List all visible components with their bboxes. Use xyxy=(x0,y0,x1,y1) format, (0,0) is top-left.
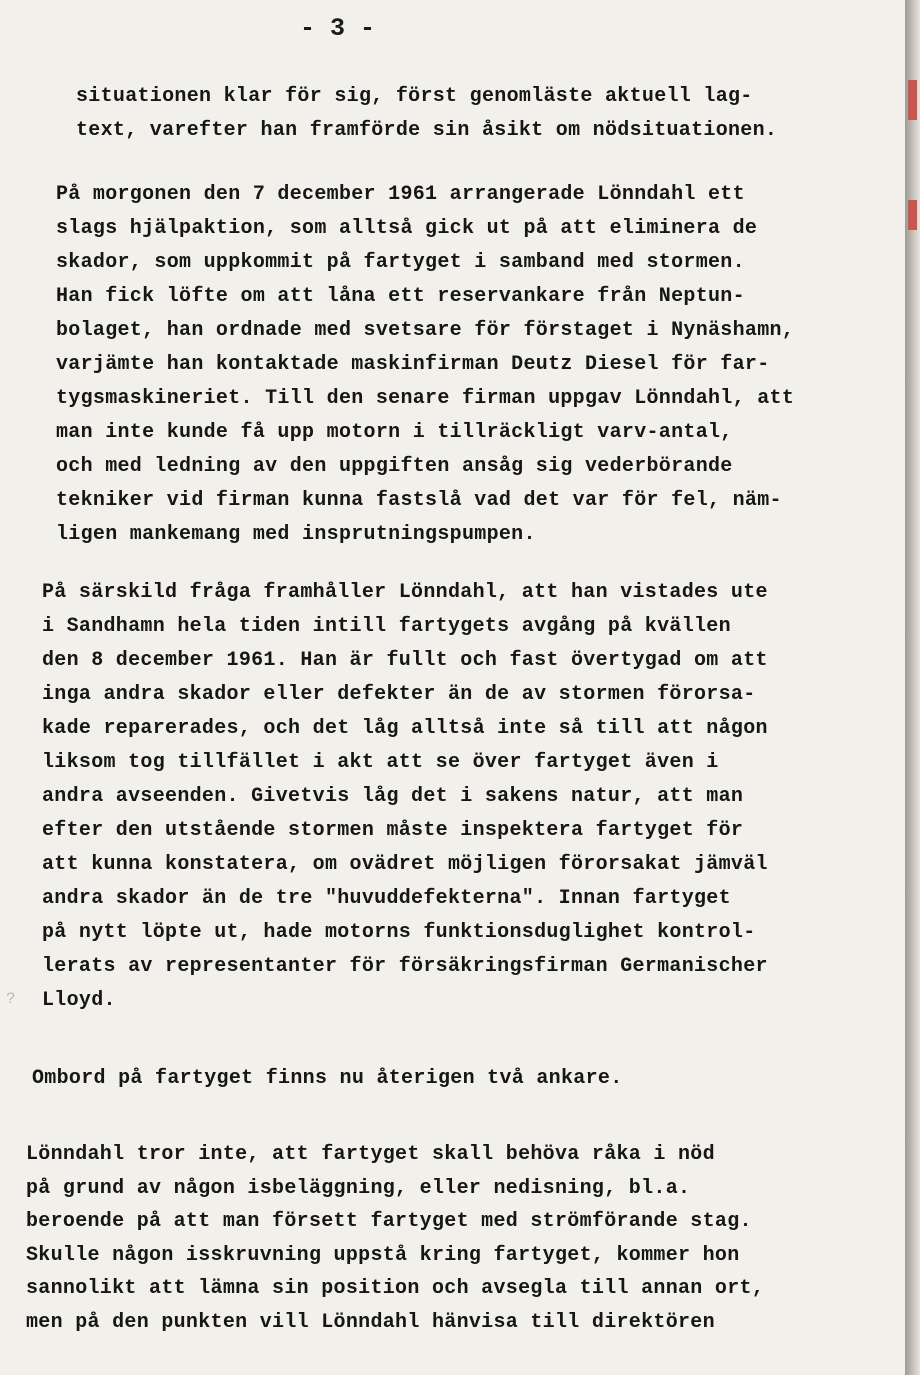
text-line: andra skador än de tre "huvuddefekterna". Innan fartyget xyxy=(42,887,731,910)
text-line: Lönndahl tror inte, att fartyget skall behöva råka i nöd xyxy=(26,1143,715,1166)
text-line: på grund av någon isbeläggning, eller nedisning, bl.a. xyxy=(26,1176,691,1200)
text-line: på nytt löpte ut, hade motorns funktionsduglighet kontrol- xyxy=(42,921,756,944)
text-line: efter den utstående stormen måste inspektera fartyget för xyxy=(42,819,744,842)
text-line: beroende på att man försett fartyget med strömförande stag. xyxy=(26,1210,752,1233)
text-line: Han fick löfte om att låna ett reservankare från Neptun- xyxy=(56,285,745,308)
text-line: Lloyd. xyxy=(42,989,116,1012)
text-line: text, varefter han framförde sin åsikt om nödsituationen. xyxy=(76,119,778,142)
text-line: att kunna konstatera, om ovädret möjligen förorsakat jämväl xyxy=(42,853,768,876)
page-number: - 3 - xyxy=(300,14,376,43)
text-line: slags hjälpaktion, som alltså gick ut på att eliminera de xyxy=(56,217,758,240)
text-line: bolaget, han ordnade med svetsare för förstaget i Nynäshamn, xyxy=(56,319,795,342)
text-line: Skulle någon isskruvning uppstå kring fartyget, kommer hon xyxy=(26,1243,740,1267)
text-line: situationen klar för sig, först genomläste aktuell lag- xyxy=(76,85,753,108)
text-line: liksom tog tillfället i akt att se över fartyget även i xyxy=(42,751,719,774)
text-line: ligen mankemang med insprutningspumpen. xyxy=(56,523,536,546)
red-mark xyxy=(908,80,917,120)
text-line: tygsmaskineriet. Till den senare firman uppgav Lönndahl, att xyxy=(56,387,795,410)
text-line: och med ledning av den uppgiften ansåg sig vederbörande xyxy=(56,455,733,478)
text-line: På morgonen den 7 december 1961 arrangerade Lönndahl ett xyxy=(56,183,745,206)
margin-mark: ? xyxy=(6,990,16,1008)
text-line: tekniker vid firman kunna fastslå vad det var för fel, näm- xyxy=(56,489,782,512)
text-line: På särskild fråga framhåller Lönndahl, att han vistades ute xyxy=(42,581,768,604)
text-line: man inte kunde få upp motorn i tillräckligt varv-antal, xyxy=(56,421,733,444)
text-line: men på den punkten vill Lönndahl hänvisa till direktören xyxy=(26,1310,715,1334)
paragraph-2 xyxy=(56,178,794,552)
text-line: skador, som uppkommit på fartyget i samband med stormen. xyxy=(56,251,745,274)
adjacent-page-edge xyxy=(905,0,920,1375)
text-line: i Sandhamn hela tiden intill fartygets avgång på kvällen xyxy=(42,615,731,638)
paragraph-5 xyxy=(26,1138,764,1339)
text-line: sannolikt att lämna sin position och avsegla till annan ort, xyxy=(26,1277,765,1300)
paragraph-4 xyxy=(32,1062,623,1096)
text-line: andra avseenden. Givetvis låg det i sakens natur, att man xyxy=(42,785,744,808)
text-line: den 8 december 1961. Han är fullt och fast övertygad om att xyxy=(42,649,768,672)
text-line: varjämte han kontaktade maskinfirman Deutz Diesel för far- xyxy=(56,353,770,376)
paragraph-3 xyxy=(42,576,768,1018)
text-line: kade reparerades, och det låg alltså inte så till att någon xyxy=(42,717,768,740)
text-line: lerats av representanter för försäkringsfirman Germanischer xyxy=(42,955,768,978)
paragraph-1 xyxy=(76,80,777,148)
red-mark xyxy=(908,200,917,230)
text-line: inga andra skador eller defekter än de av stormen förorsa- xyxy=(42,683,756,706)
text-line: Ombord på fartyget finns nu återigen två ankare. xyxy=(32,1067,623,1090)
